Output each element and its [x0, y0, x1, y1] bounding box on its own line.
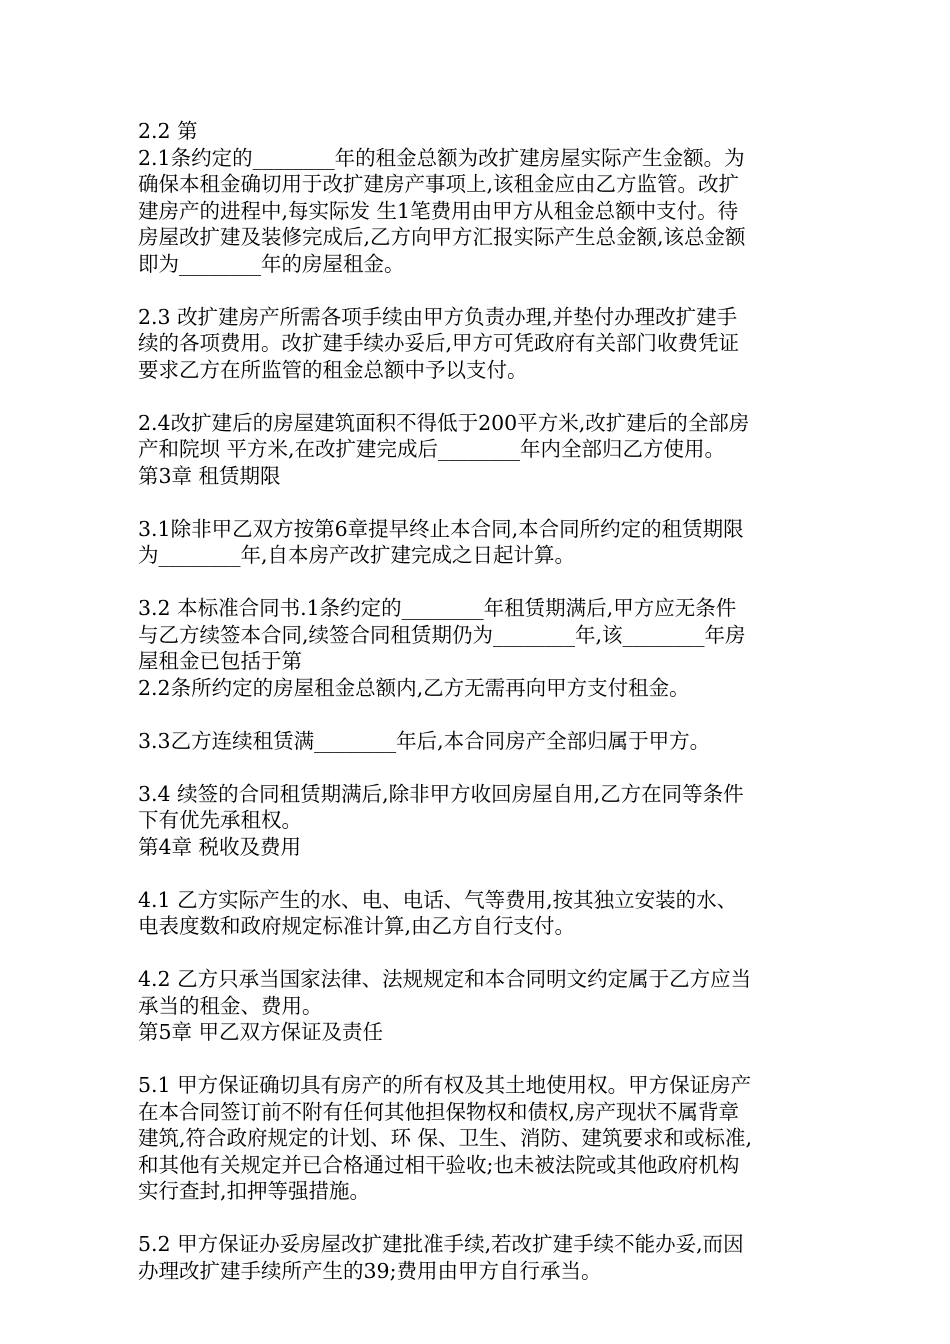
text-line: 3.1除非甲乙双方按第6章提早终止本合同,本合同所约定的租赁期限	[138, 516, 744, 541]
text-line: 5.2 甲方保证办妥房屋改扩建批准手续,若改扩建手续不能办妥,而因	[138, 1232, 744, 1256]
text-line: 与乙方续签本合同,续签合同租赁期仍为________年,该________年房	[138, 622, 746, 647]
chapter-heading: 第4章 税收及费用	[138, 834, 302, 859]
text-line: 实行查封,扣押等强措施。	[138, 1179, 371, 1203]
text-line: 和其他有关规定并已合格通过相干验收;也未被法院或其他政府机构	[138, 1152, 740, 1177]
paragraph-gap	[138, 1205, 828, 1232]
paragraph-5-1	[138, 1072, 828, 1205]
paragraph-3-2	[138, 595, 828, 701]
paragraph-gap	[138, 383, 828, 410]
document-page	[138, 118, 828, 1284]
text-line: 要求乙方在所监管的租金总额中予以支付。	[138, 357, 528, 382]
text-line: 2.4改扩建后的房屋建筑面积不得低于200平方米,改扩建后的全部房	[138, 410, 750, 435]
text-line: 建房产的进程中,每实际发 生1笔费用由甲方从租金总额中支付。待	[138, 198, 739, 223]
paragraph-2-3	[138, 304, 828, 384]
text-line: 确保本租金确切用于改扩建房产事项上,该租金应由乙方监管。改扩	[138, 172, 740, 196]
text-line: 2.3 改扩建房产所需各项手续由甲方负责办理,并垫付办理改扩建手	[138, 304, 738, 329]
chapter-heading: 第5章 甲乙双方保证及责任	[138, 1020, 384, 1044]
paragraph-2-4	[138, 410, 828, 490]
paragraph-gap	[138, 569, 828, 596]
text-line: 建筑,符合政府规定的计划、环 保、卫生、消防、建筑要求和或标准,	[138, 1126, 753, 1150]
text-line: 2.2条所约定的房屋租金总额内,乙方无需再向甲方支付租金。	[138, 675, 690, 700]
text-line: 房屋改扩建及装修完成后,乙方向甲方汇报实际产生总金额,该总金额	[138, 225, 746, 249]
text-line: 5.1 甲方保证确切具有房产的所有权及其土地使用权。甲方保证房产	[138, 1073, 752, 1097]
paragraph-2-1	[138, 118, 828, 277]
text-line: 2.2 第	[138, 119, 198, 143]
paragraph-gap	[138, 754, 828, 781]
paragraph-4-2	[138, 966, 828, 1046]
paragraph-5-2	[138, 1231, 828, 1284]
paragraph-gap	[138, 940, 828, 967]
paragraph-gap	[138, 1046, 828, 1073]
paragraph-4-1	[138, 887, 828, 940]
text-line: 屋租金已包括于第	[138, 649, 302, 673]
text-line: 下有优先承租权。	[138, 808, 302, 832]
text-line: 4.1 乙方实际产生的水、电、电话、气等费用,按其独立安装的水、	[138, 887, 738, 912]
paragraph-3-4	[138, 781, 828, 861]
text-line: 承当的租金、费用。	[138, 993, 323, 1018]
text-line: 即为________年的房屋租金。	[138, 251, 405, 276]
paragraph-3-3	[138, 728, 828, 755]
paragraph-3-1	[138, 516, 828, 569]
paragraph-gap	[138, 277, 828, 304]
text-line: 在本合同签订前不附有任何其他担保物权和债权,房产现状不属背章	[138, 1099, 740, 1124]
text-line: 3.3乙方连续租赁满________年后,本合同房产全部归属于甲方。	[138, 728, 711, 753]
text-line: 3.4 续签的合同租赁期满后,除非甲方收回房屋自用,乙方在同等条件	[138, 781, 744, 806]
text-line: 为________年,自本房产改扩建完成之日起计算。	[138, 543, 576, 567]
text-line: 产和院坝 平方米,在改扩建完成后________年内全部归乙方使用。	[138, 437, 726, 461]
chapter-heading: 第3章 租赁期限	[138, 463, 281, 488]
text-line: 2.1条约定的________年的租金总额为改扩建房屋实际产生金额。为	[138, 145, 745, 170]
text-line: 续的各项费用。改扩建手续办妥后,甲方可凭政府有关部门收费凭证	[138, 331, 740, 355]
text-line: 4.2 乙方只承当国家法律、法规规定和本合同明文约定属于乙方应当	[138, 967, 752, 991]
paragraph-gap	[138, 860, 828, 887]
text-line: 办理改扩建手续所产生的39;费用由甲方自行承当。	[138, 1258, 602, 1283]
paragraph-gap	[138, 489, 828, 516]
text-line: 3.2 本标准合同书.1条约定的________年租赁期满后,甲方应无条件	[138, 596, 737, 620]
text-line: 电表度数和政府规定标准计算,由乙方自行支付。	[138, 914, 576, 938]
paragraph-gap	[138, 701, 828, 728]
